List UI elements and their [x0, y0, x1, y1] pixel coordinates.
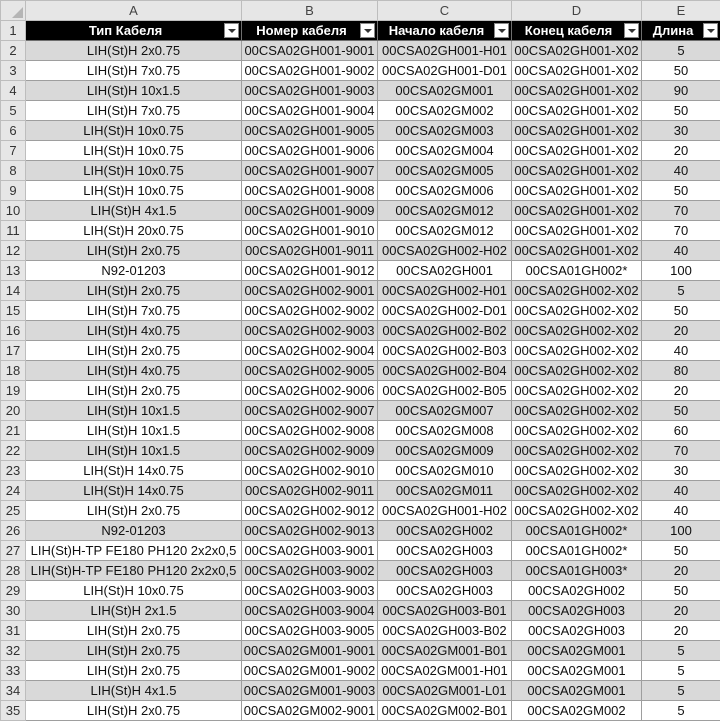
- table-row: [1, 701, 720, 721]
- cell-cable-end[interactable]: 00CSA02GM002: [512, 701, 642, 721]
- row-number[interactable]: 1: [1, 21, 26, 41]
- cell-cable-start[interactable]: 00CSA02GM009: [378, 441, 512, 461]
- cell-cable-length[interactable]: 20: [642, 561, 720, 581]
- cell-cable-end[interactable]: 00CSA02GH001-X02: [512, 181, 642, 201]
- cell-cable-length[interactable]: 5: [642, 701, 720, 721]
- cell-cable-length[interactable]: 90: [642, 81, 720, 101]
- table-row: [1, 581, 720, 601]
- cell-cable-length[interactable]: 70: [642, 221, 720, 241]
- header-cable-start[interactable]: Начало кабеля: [378, 21, 512, 41]
- row-number[interactable]: 18: [1, 361, 26, 381]
- cell-cable-type[interactable]: LIH(St)H 10x0.75: [26, 121, 242, 141]
- cell-cable-number[interactable]: 00CSA02GH002-9008: [242, 421, 378, 441]
- cell-cable-number[interactable]: 00CSA02GH001-9008: [242, 181, 378, 201]
- cell-cable-start[interactable]: 00CSA02GH002-H01: [378, 281, 512, 301]
- row-number[interactable]: 17: [1, 341, 26, 361]
- cell-cable-end[interactable]: 00CSA02GH001-X02: [512, 61, 642, 81]
- cell-cable-length[interactable]: 50: [642, 581, 720, 601]
- cell-cable-length[interactable]: 20: [642, 601, 720, 621]
- row-number[interactable]: 8: [1, 161, 26, 181]
- header-cable-length[interactable]: Длина: [642, 21, 720, 41]
- cell-cable-end[interactable]: 00CSA02GM001: [512, 681, 642, 701]
- cell-cable-end[interactable]: 00CSA02GH003: [512, 621, 642, 641]
- cell-cable-start[interactable]: 00CSA02GH002-B05: [378, 381, 512, 401]
- cell-cable-length[interactable]: 50: [642, 301, 720, 321]
- cell-cable-end[interactable]: 00CSA02GH003: [512, 601, 642, 621]
- cell-cable-start[interactable]: 00CSA02GH002-H02: [378, 241, 512, 261]
- cell-cable-number[interactable]: 00CSA02GH003-9003: [242, 581, 378, 601]
- cell-cable-type[interactable]: LIH(St)H 10x0.75: [26, 581, 242, 601]
- row-number[interactable]: 28: [1, 561, 26, 581]
- table-row: [1, 541, 720, 561]
- cell-cable-start[interactable]: 00CSA02GM001-H01: [378, 661, 512, 681]
- row-number[interactable]: 10: [1, 201, 26, 221]
- table-row: [1, 301, 720, 321]
- cell-cable-start[interactable]: 00CSA02GH002-D01: [378, 301, 512, 321]
- cell-cable-length[interactable]: 5: [642, 641, 720, 661]
- row-number[interactable]: 22: [1, 441, 26, 461]
- column-header-b[interactable]: B: [242, 1, 378, 21]
- cell-cable-end[interactable]: 00CSA02GM001: [512, 661, 642, 681]
- cell-cable-type[interactable]: LIH(St)H 2x0.75: [26, 661, 242, 681]
- table-row: [1, 161, 720, 181]
- cell-cable-number[interactable]: 00CSA02GH003-9002: [242, 561, 378, 581]
- cell-cable-type[interactable]: LIH(St)H 7x0.75: [26, 301, 242, 321]
- cell-cable-start[interactable]: 00CSA02GM012: [378, 221, 512, 241]
- cell-cable-type[interactable]: LIH(St)H 4x1.5: [26, 681, 242, 701]
- row-number[interactable]: 25: [1, 501, 26, 521]
- row-number[interactable]: 35: [1, 701, 26, 721]
- row-number[interactable]: 6: [1, 121, 26, 141]
- table-row: [1, 361, 720, 381]
- cell-cable-number[interactable]: 00CSA02GH001-9002: [242, 61, 378, 81]
- cell-cable-start[interactable]: 00CSA02GH001-H02: [378, 501, 512, 521]
- cell-cable-end[interactable]: 00CSA01GH002*: [512, 541, 642, 561]
- cell-cable-start[interactable]: 00CSA02GM011: [378, 481, 512, 501]
- cell-cable-number[interactable]: 00CSA02GH002-9001: [242, 281, 378, 301]
- cell-cable-start[interactable]: 00CSA02GM008: [378, 421, 512, 441]
- cell-cable-number[interactable]: 00CSA02GH002-9007: [242, 401, 378, 421]
- cell-cable-length[interactable]: 40: [642, 341, 720, 361]
- cell-cable-end[interactable]: 00CSA02GH001-X02: [512, 141, 642, 161]
- cell-cable-end[interactable]: 00CSA02GH001-X02: [512, 241, 642, 261]
- cell-cable-type[interactable]: LIH(St)H 4x0.75: [26, 361, 242, 381]
- cell-cable-number[interactable]: 00CSA02GH002-9006: [242, 381, 378, 401]
- header-cable-end[interactable]: Конец кабеля: [512, 21, 642, 41]
- row-number[interactable]: 29: [1, 581, 26, 601]
- table-row: [1, 461, 720, 481]
- filter-dropdown-icon[interactable]: [494, 23, 509, 38]
- cell-cable-type[interactable]: LIH(St)H 7x0.75: [26, 61, 242, 81]
- cell-cable-type[interactable]: LIH(St)H 2x0.75: [26, 701, 242, 721]
- row-number[interactable]: 32: [1, 641, 26, 661]
- cell-cable-end[interactable]: 00CSA02GH002-X02: [512, 421, 642, 441]
- cell-cable-end[interactable]: 00CSA02GH001-X02: [512, 81, 642, 101]
- cell-cable-start[interactable]: 00CSA02GH002-B02: [378, 321, 512, 341]
- cell-cable-type[interactable]: LIH(St)H 7x0.75: [26, 101, 242, 121]
- cell-cable-number[interactable]: 00CSA02GM001-9003: [242, 681, 378, 701]
- table-row: [1, 621, 720, 641]
- cell-cable-type[interactable]: LIH(St)H 2x0.75: [26, 241, 242, 261]
- cell-cable-end[interactable]: 00CSA02GH002: [512, 581, 642, 601]
- cell-cable-length[interactable]: 20: [642, 141, 720, 161]
- cell-cable-start[interactable]: 00CSA02GM003: [378, 121, 512, 141]
- row-number[interactable]: 34: [1, 681, 26, 701]
- cell-cable-type[interactable]: LIH(St)H 20x0.75: [26, 221, 242, 241]
- cell-cable-length[interactable]: 50: [642, 61, 720, 81]
- row-number[interactable]: 9: [1, 181, 26, 201]
- table-row: [1, 81, 720, 101]
- cell-cable-start[interactable]: 00CSA02GM005: [378, 161, 512, 181]
- row-number[interactable]: 7: [1, 141, 26, 161]
- cell-cable-start[interactable]: 00CSA02GH002-B04: [378, 361, 512, 381]
- cell-cable-type[interactable]: LIH(St)H 2x0.75: [26, 381, 242, 401]
- row-number[interactable]: 21: [1, 421, 26, 441]
- cell-cable-length[interactable]: 50: [642, 541, 720, 561]
- cell-cable-end[interactable]: 00CSA02GH002-X02: [512, 501, 642, 521]
- cell-cable-number[interactable]: 00CSA02GH002-9010: [242, 461, 378, 481]
- cell-cable-length[interactable]: 20: [642, 621, 720, 641]
- cell-cable-type[interactable]: LIH(St)H 10x1.5: [26, 441, 242, 461]
- cell-cable-end[interactable]: 00CSA02GH002-X02: [512, 381, 642, 401]
- table-row: [1, 641, 720, 661]
- cell-cable-number[interactable]: 00CSA02GH002-9003: [242, 321, 378, 341]
- cell-cable-length[interactable]: 5: [642, 281, 720, 301]
- cell-cable-start[interactable]: 00CSA02GM006: [378, 181, 512, 201]
- column-header-d[interactable]: D: [512, 1, 642, 21]
- cell-cable-number[interactable]: 00CSA02GH001-9012: [242, 261, 378, 281]
- cell-cable-start[interactable]: 00CSA02GH003: [378, 541, 512, 561]
- cell-cable-number[interactable]: 00CSA02GH001-9010: [242, 221, 378, 241]
- row-number[interactable]: 14: [1, 281, 26, 301]
- cell-cable-number[interactable]: 00CSA02GH002-9009: [242, 441, 378, 461]
- table-row: [1, 321, 720, 341]
- cell-cable-end[interactable]: 00CSA02GH002-X02: [512, 461, 642, 481]
- cell-cable-length[interactable]: 40: [642, 501, 720, 521]
- cell-cable-end[interactable]: 00CSA02GH002-X02: [512, 341, 642, 361]
- cell-cable-end[interactable]: 00CSA02GH002-X02: [512, 401, 642, 421]
- row-number[interactable]: 20: [1, 401, 26, 421]
- cell-cable-start[interactable]: 00CSA02GH002-B03: [378, 341, 512, 361]
- table-row: [1, 421, 720, 441]
- cell-cable-end[interactable]: 00CSA02GM001: [512, 641, 642, 661]
- cell-cable-type[interactable]: LIH(St)H 2x0.75: [26, 341, 242, 361]
- cell-cable-start[interactable]: 00CSA02GM010: [378, 461, 512, 481]
- row-number[interactable]: 31: [1, 621, 26, 641]
- cell-cable-number[interactable]: 00CSA02GH001-9011: [242, 241, 378, 261]
- cell-cable-number[interactable]: 00CSA02GH001-9009: [242, 201, 378, 221]
- cell-cable-type[interactable]: LIH(St)H 4x1.5: [26, 201, 242, 221]
- row-number[interactable]: 27: [1, 541, 26, 561]
- cell-cable-type[interactable]: N92-01203: [26, 521, 242, 541]
- cell-cable-number[interactable]: 00CSA02GH002-9012: [242, 501, 378, 521]
- cell-cable-number[interactable]: 00CSA02GH001-9006: [242, 141, 378, 161]
- cell-cable-start[interactable]: 00CSA02GH001-D01: [378, 61, 512, 81]
- cell-cable-length[interactable]: 5: [642, 41, 720, 61]
- column-header-e[interactable]: E: [642, 1, 720, 21]
- cell-cable-end[interactable]: 00CSA01GH002*: [512, 521, 642, 541]
- cell-cable-start[interactable]: 00CSA02GH003: [378, 581, 512, 601]
- cell-cable-length[interactable]: 50: [642, 181, 720, 201]
- table-row: [1, 121, 720, 141]
- table-row: [1, 341, 720, 361]
- cell-cable-type[interactable]: LIH(St)H 14x0.75: [26, 461, 242, 481]
- filter-dropdown-icon[interactable]: [224, 23, 239, 38]
- cell-cable-start[interactable]: 00CSA02GH001: [378, 261, 512, 281]
- cell-cable-type[interactable]: LIH(St)H 10x0.75: [26, 141, 242, 161]
- cell-cable-length[interactable]: 30: [642, 461, 720, 481]
- cell-cable-number[interactable]: 00CSA02GH002-9005: [242, 361, 378, 381]
- row-number[interactable]: 4: [1, 81, 26, 101]
- cell-cable-number[interactable]: 00CSA02GH001-9007: [242, 161, 378, 181]
- table-row: [1, 181, 720, 201]
- table-row: [1, 561, 720, 581]
- cell-cable-length[interactable]: 20: [642, 381, 720, 401]
- cell-cable-start[interactable]: 00CSA02GM001-L01: [378, 681, 512, 701]
- row-number[interactable]: 15: [1, 301, 26, 321]
- cell-cable-type[interactable]: LIH(St)H-TP FE180 PH120 2x2x0,5: [26, 541, 242, 561]
- cell-cable-length[interactable]: 40: [642, 161, 720, 181]
- cell-cable-number[interactable]: 00CSA02GH001-9003: [242, 81, 378, 101]
- cell-cable-length[interactable]: 100: [642, 521, 720, 541]
- row-number[interactable]: 19: [1, 381, 26, 401]
- cell-cable-number[interactable]: 00CSA02GH002-9002: [242, 301, 378, 321]
- cell-cable-type[interactable]: LIH(St)H 10x1.5: [26, 421, 242, 441]
- cell-cable-end[interactable]: 00CSA02GH002-X02: [512, 481, 642, 501]
- row-number[interactable]: 24: [1, 481, 26, 501]
- table-row: [1, 401, 720, 421]
- cell-cable-start[interactable]: 00CSA02GM007: [378, 401, 512, 421]
- cell-cable-number[interactable]: 00CSA02GH001-9004: [242, 101, 378, 121]
- cell-cable-number[interactable]: 00CSA02GM001-9002: [242, 661, 378, 681]
- cell-cable-end[interactable]: 00CSA01GH003*: [512, 561, 642, 581]
- cell-cable-end[interactable]: 00CSA02GH002-X02: [512, 441, 642, 461]
- cell-cable-start[interactable]: 00CSA02GH002: [378, 521, 512, 541]
- row-number[interactable]: 3: [1, 61, 26, 81]
- filter-dropdown-icon[interactable]: [360, 23, 375, 38]
- table-row: [1, 681, 720, 701]
- table-row: [1, 41, 720, 61]
- cell-cable-number[interactable]: 00CSA02GH002-9011: [242, 481, 378, 501]
- cell-cable-length[interactable]: 100: [642, 261, 720, 281]
- cell-cable-type[interactable]: LIH(St)H 14x0.75: [26, 481, 242, 501]
- cell-cable-end[interactable]: 00CSA02GH001-X02: [512, 121, 642, 141]
- cell-cable-length[interactable]: 20: [642, 321, 720, 341]
- cell-cable-number[interactable]: 00CSA02GH002-9004: [242, 341, 378, 361]
- cell-cable-type[interactable]: LIH(St)H 10x1.5: [26, 401, 242, 421]
- cell-cable-end[interactable]: 00CSA02GH002-X02: [512, 321, 642, 341]
- column-header-row: [1, 1, 720, 21]
- header-cable-type[interactable]: Тип Кабеля: [26, 21, 242, 41]
- cell-cable-type[interactable]: LIH(St)H 2x0.75: [26, 281, 242, 301]
- table-row: [1, 481, 720, 501]
- cell-cable-type[interactable]: LIH(St)H 10x1.5: [26, 81, 242, 101]
- cell-cable-end[interactable]: 00CSA02GH002-X02: [512, 301, 642, 321]
- row-number[interactable]: 26: [1, 521, 26, 541]
- cell-cable-length[interactable]: 5: [642, 661, 720, 681]
- cell-cable-length[interactable]: 50: [642, 101, 720, 121]
- row-number[interactable]: 12: [1, 241, 26, 261]
- table-row: [1, 601, 720, 621]
- row-number[interactable]: 5: [1, 101, 26, 121]
- cell-cable-end[interactable]: 00CSA02GH002-X02: [512, 361, 642, 381]
- cell-cable-length[interactable]: 30: [642, 121, 720, 141]
- row-number[interactable]: 2: [1, 41, 26, 61]
- table-row: [1, 501, 720, 521]
- cell-cable-type[interactable]: LIH(St)H 2x0.75: [26, 501, 242, 521]
- cell-cable-number[interactable]: 00CSA02GH003-9001: [242, 541, 378, 561]
- table-row: [1, 281, 720, 301]
- cell-cable-number[interactable]: 00CSA02GH003-9004: [242, 601, 378, 621]
- cell-cable-type[interactable]: LIH(St)H 10x0.75: [26, 161, 242, 181]
- cell-cable-end[interactable]: 00CSA02GH001-X02: [512, 41, 642, 61]
- filter-dropdown-icon[interactable]: [624, 23, 639, 38]
- header-cable-number[interactable]: Номер кабеля: [242, 21, 378, 41]
- column-header-a[interactable]: A: [26, 1, 242, 21]
- row-number[interactable]: 16: [1, 321, 26, 341]
- cell-cable-type[interactable]: LIH(St)H-TP FE180 PH120 2x2x0,5: [26, 561, 242, 581]
- cell-cable-type[interactable]: LIH(St)H 2x0.75: [26, 41, 242, 61]
- cell-cable-length[interactable]: 80: [642, 361, 720, 381]
- cell-cable-type[interactable]: LIH(St)H 2x0.75: [26, 621, 242, 641]
- row-number[interactable]: 33: [1, 661, 26, 681]
- cell-cable-length[interactable]: 70: [642, 441, 720, 461]
- cell-cable-start[interactable]: 00CSA02GM002-B01: [378, 701, 512, 721]
- cell-cable-type[interactable]: LIH(St)H 2x1.5: [26, 601, 242, 621]
- cell-cable-end[interactable]: 00CSA02GH001-X02: [512, 161, 642, 181]
- table-row: [1, 101, 720, 121]
- cell-cable-end[interactable]: 00CSA01GH002*: [512, 261, 642, 281]
- cell-cable-start[interactable]: 00CSA02GM001: [378, 81, 512, 101]
- cell-cable-length[interactable]: 70: [642, 201, 720, 221]
- table-row: [1, 521, 720, 541]
- table-row: [1, 661, 720, 681]
- cell-cable-start[interactable]: 00CSA02GH003: [378, 561, 512, 581]
- cell-cable-number[interactable]: 00CSA02GH001-9001: [242, 41, 378, 61]
- cell-cable-start[interactable]: 00CSA02GH003-B02: [378, 621, 512, 641]
- select-all-corner[interactable]: [1, 1, 26, 21]
- cell-cable-start[interactable]: 00CSA02GH001-H01: [378, 41, 512, 61]
- cell-cable-length[interactable]: 50: [642, 401, 720, 421]
- cell-cable-length[interactable]: 40: [642, 481, 720, 501]
- cell-cable-type[interactable]: LIH(St)H 2x0.75: [26, 641, 242, 661]
- table-row: [1, 381, 720, 401]
- row-number[interactable]: 13: [1, 261, 26, 281]
- row-number[interactable]: 11: [1, 221, 26, 241]
- row-number[interactable]: 23: [1, 461, 26, 481]
- filter-dropdown-icon[interactable]: [703, 23, 718, 38]
- cell-cable-number[interactable]: 00CSA02GM002-9001: [242, 701, 378, 721]
- table-row: [1, 241, 720, 261]
- cell-cable-type[interactable]: N92-01203: [26, 261, 242, 281]
- table-header-row: [1, 21, 720, 41]
- table-row: [1, 141, 720, 161]
- cell-cable-end[interactable]: 00CSA02GH001-X02: [512, 101, 642, 121]
- cell-cable-length[interactable]: 5: [642, 681, 720, 701]
- cell-cable-number[interactable]: 00CSA02GH001-9005: [242, 121, 378, 141]
- cell-cable-length[interactable]: 60: [642, 421, 720, 441]
- cell-cable-number[interactable]: 00CSA02GH003-9005: [242, 621, 378, 641]
- row-number[interactable]: 30: [1, 601, 26, 621]
- cell-cable-end[interactable]: 00CSA02GH002-X02: [512, 281, 642, 301]
- table-row: [1, 221, 720, 241]
- cell-cable-end[interactable]: 00CSA02GH001-X02: [512, 201, 642, 221]
- cell-cable-length[interactable]: 40: [642, 241, 720, 261]
- table-row: [1, 201, 720, 221]
- cell-cable-number[interactable]: 00CSA02GM001-9001: [242, 641, 378, 661]
- cell-cable-type[interactable]: LIH(St)H 10x0.75: [26, 181, 242, 201]
- cell-cable-end[interactable]: 00CSA02GH001-X02: [512, 221, 642, 241]
- table-row: [1, 61, 720, 81]
- column-header-c[interactable]: C: [378, 1, 512, 21]
- table-row: [1, 261, 720, 281]
- cell-cable-start[interactable]: 00CSA02GM012: [378, 201, 512, 221]
- cell-cable-type[interactable]: LIH(St)H 4x0.75: [26, 321, 242, 341]
- cell-cable-start[interactable]: 00CSA02GM001-B01: [378, 641, 512, 661]
- cell-cable-start[interactable]: 00CSA02GM004: [378, 141, 512, 161]
- cell-cable-start[interactable]: 00CSA02GH003-B01: [378, 601, 512, 621]
- cell-cable-start[interactable]: 00CSA02GM002: [378, 101, 512, 121]
- table-row: [1, 441, 720, 461]
- cell-cable-number[interactable]: 00CSA02GH002-9013: [242, 521, 378, 541]
